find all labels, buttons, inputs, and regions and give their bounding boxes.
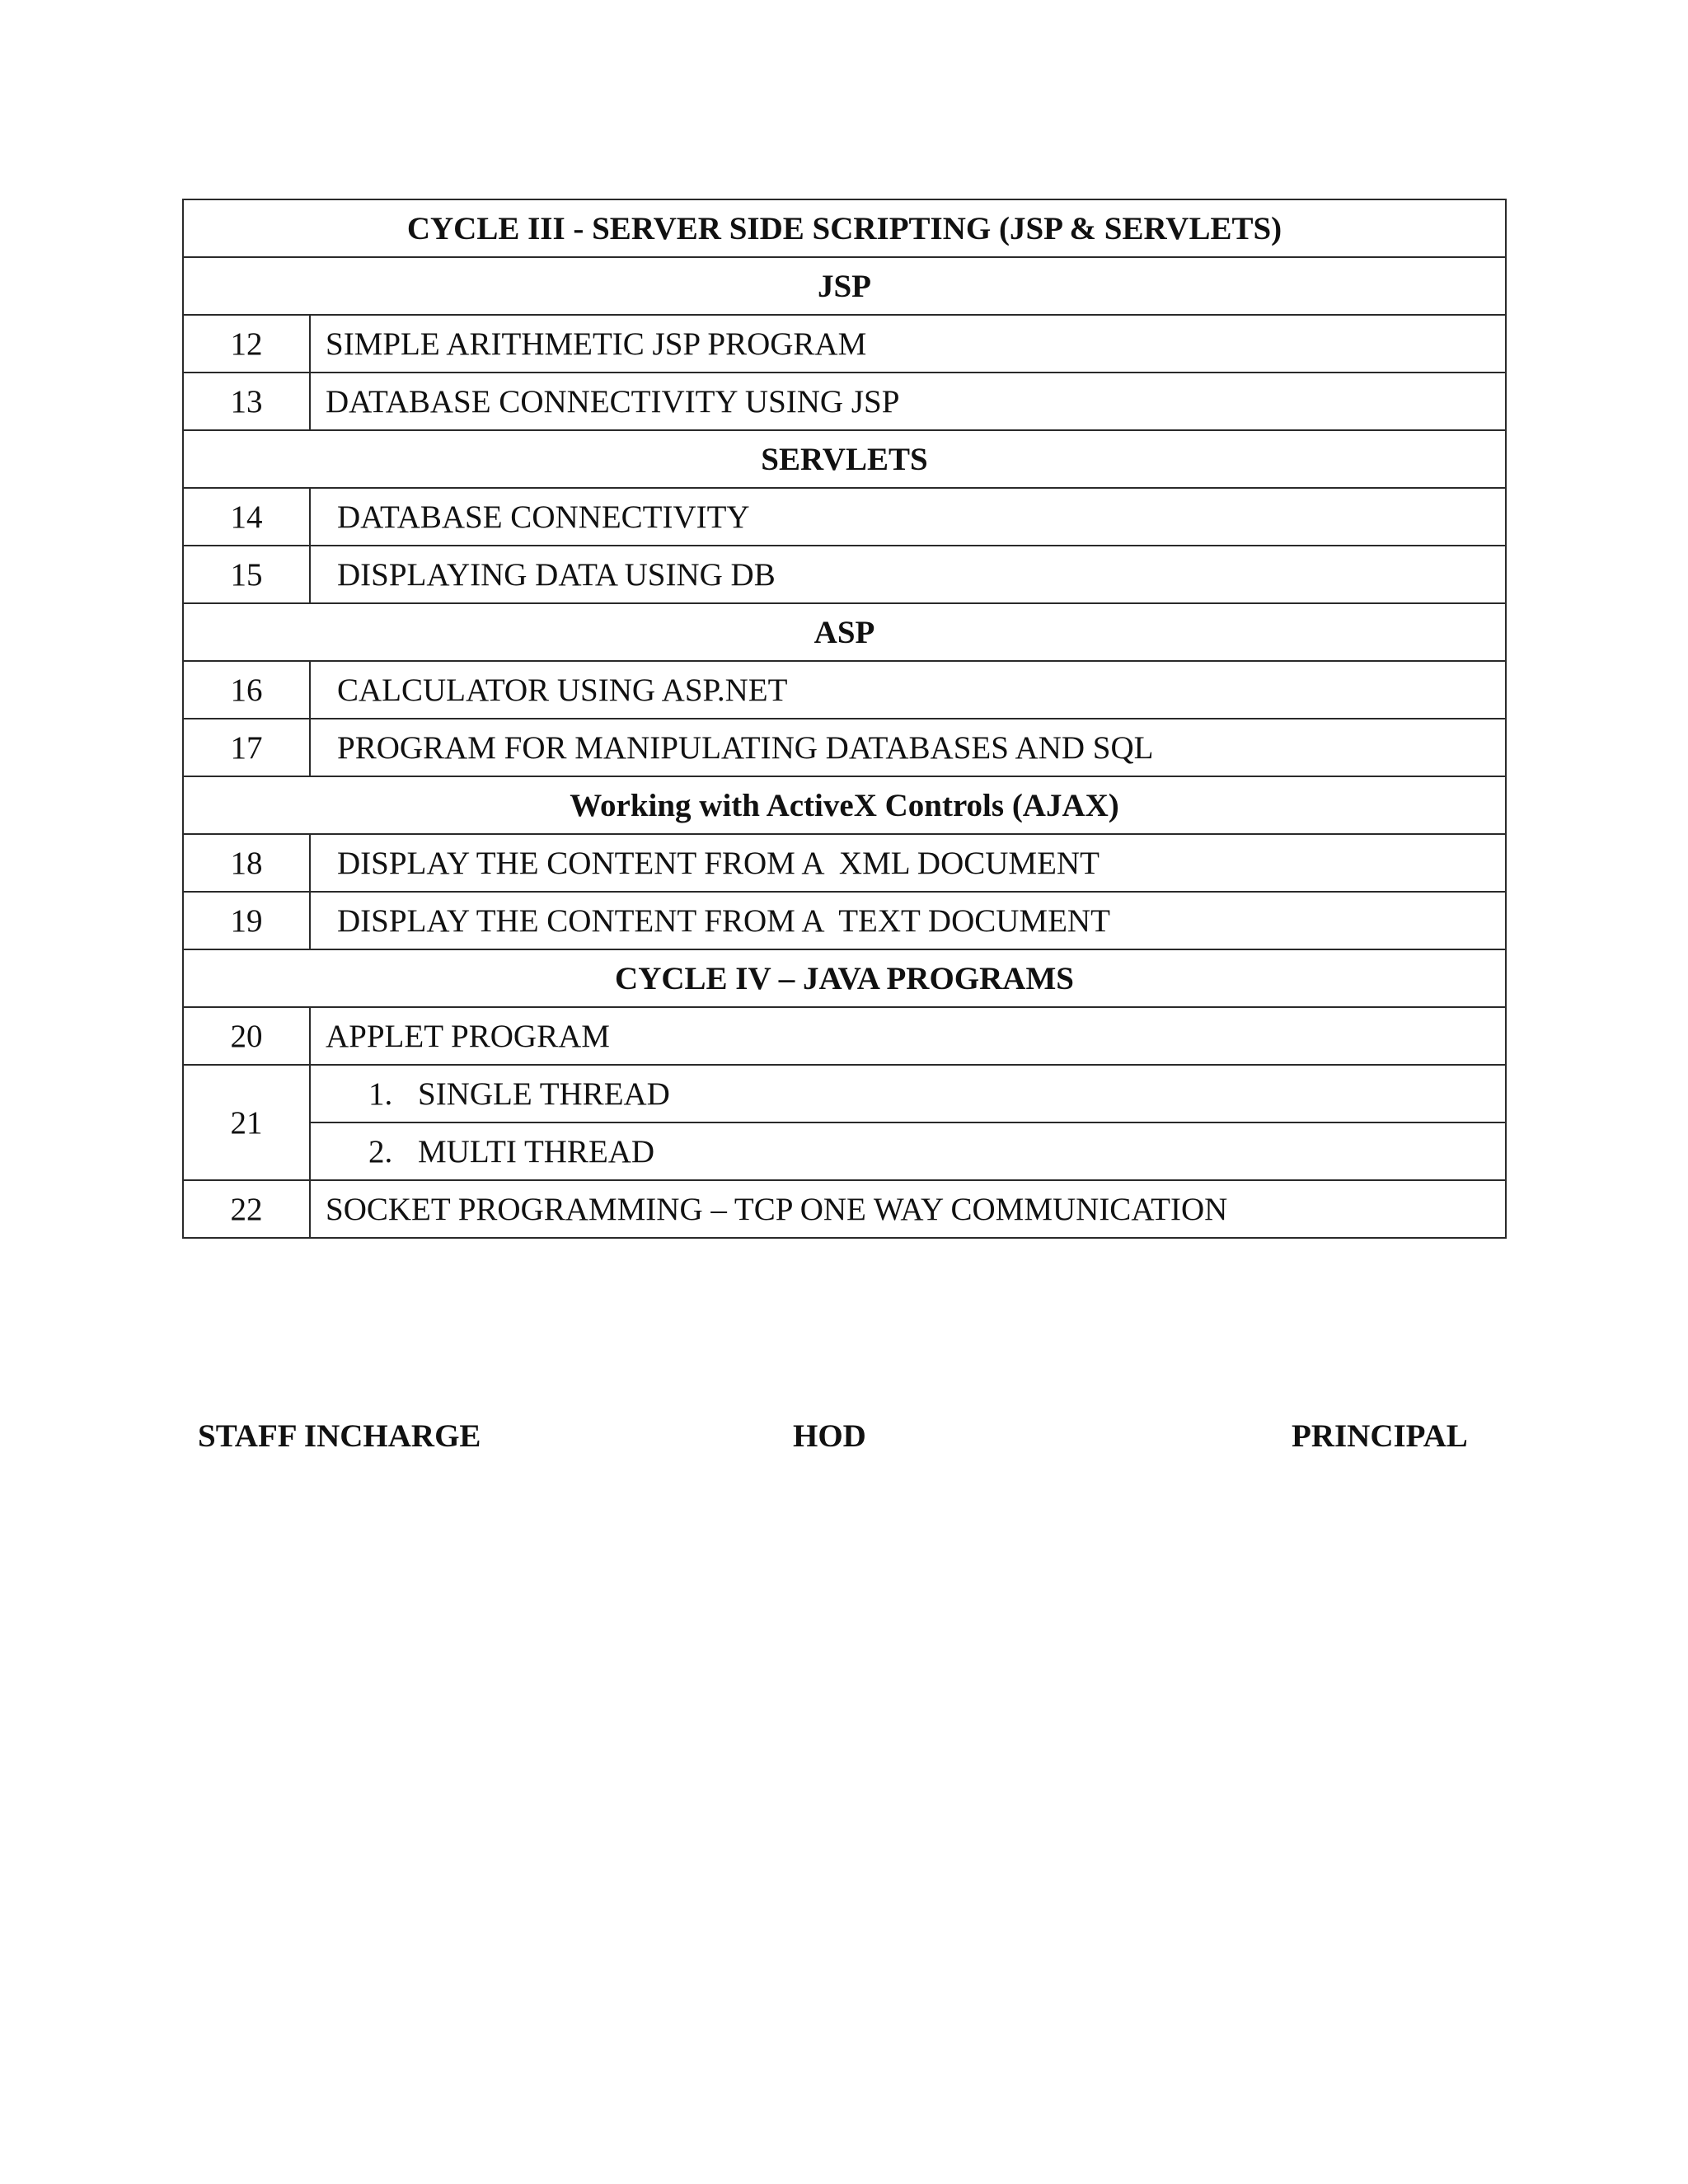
table-row: [183, 488, 1506, 546]
table-row: [183, 373, 1506, 430]
row-text: DATABASE CONNECTIVITY: [310, 488, 1506, 546]
table-row: [183, 430, 1506, 488]
asp-heading: ASP: [183, 603, 1506, 661]
principal-label: PRINCIPAL: [1292, 1418, 1468, 1454]
signature-line: [0, 1418, 1688, 1459]
row-text: CALCULATOR USING ASP.NET: [310, 661, 1506, 719]
table-row: [183, 776, 1506, 834]
table-row: [183, 1065, 1506, 1122]
hod-label: HOD: [793, 1418, 866, 1454]
table-row: [183, 199, 1506, 257]
row-number: 12: [183, 315, 310, 373]
table-row: [183, 661, 1506, 719]
table-row: [183, 719, 1506, 776]
table-row: [183, 949, 1506, 1007]
table-row: [183, 546, 1506, 603]
row-text: DISPLAYING DATA USING DB: [310, 546, 1506, 603]
table-row: [183, 892, 1506, 949]
row-text: APPLET PROGRAM: [310, 1007, 1506, 1065]
servlets-heading: SERVLETS: [183, 430, 1506, 488]
row-number: 16: [183, 661, 310, 719]
row-text: PROGRAM FOR MANIPULATING DATABASES AND SQL: [310, 719, 1506, 776]
row-number: 15: [183, 546, 310, 603]
sub-item-text: SINGLE THREAD: [418, 1076, 670, 1112]
row-number: 13: [183, 373, 310, 430]
sub-item: [310, 1122, 1506, 1180]
sub-item-text: MULTI THREAD: [418, 1133, 655, 1169]
table-row: [183, 1180, 1506, 1238]
cycle-3-title: CYCLE III - SERVER SIDE SCRIPTING (JSP & SERVLETS): [183, 199, 1506, 257]
syllabus-table: [182, 199, 1507, 1239]
jsp-heading: JSP: [183, 257, 1506, 315]
row-number: 19: [183, 892, 310, 949]
ajax-heading: Working with ActiveX Controls (AJAX): [183, 776, 1506, 834]
row-text: DATABASE CONNECTIVITY USING JSP: [310, 373, 1506, 430]
list-marker: 1.: [368, 1076, 393, 1112]
table-row: [183, 315, 1506, 373]
row-number: 21: [183, 1065, 310, 1180]
row-text: SIMPLE ARITHMETIC JSP PROGRAM: [310, 315, 1506, 373]
sub-item: [310, 1065, 1506, 1122]
list-marker: 2.: [368, 1133, 393, 1169]
staff-incharge-label: STAFF INCHARGE: [198, 1418, 481, 1454]
table-row: [183, 1122, 1506, 1180]
row-number: 18: [183, 834, 310, 892]
row-number: 17: [183, 719, 310, 776]
row-text: SOCKET PROGRAMMING – TCP ONE WAY COMMUNICATION: [310, 1180, 1506, 1238]
row-text: DISPLAY THE CONTENT FROM A TEXT DOCUMENT: [310, 892, 1506, 949]
row-number: 20: [183, 1007, 310, 1065]
row-text: DISPLAY THE CONTENT FROM A XML DOCUMENT: [310, 834, 1506, 892]
cycle-4-title: CYCLE IV – JAVA PROGRAMS: [183, 949, 1506, 1007]
table-row: [183, 603, 1506, 661]
table-row: [183, 1007, 1506, 1065]
table-row: [183, 257, 1506, 315]
row-number: 22: [183, 1180, 310, 1238]
row-number: 14: [183, 488, 310, 546]
table-row: [183, 834, 1506, 892]
